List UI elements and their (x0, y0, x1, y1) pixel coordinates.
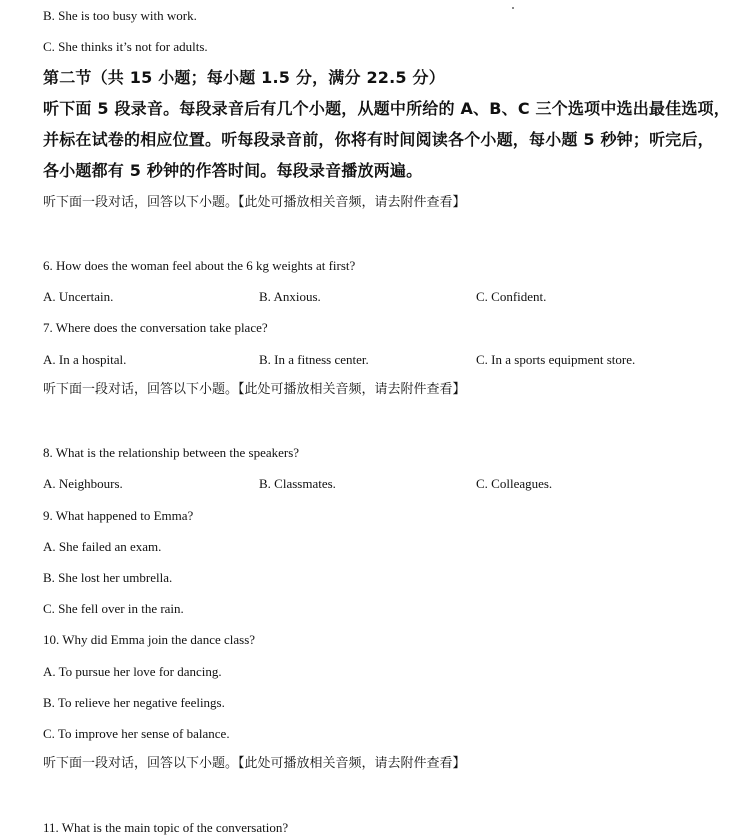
option-b: B. In a fitness center. (259, 352, 369, 367)
section-directions-line-1: 听下面 5 段录音。每段录音后有几个小题，从题中所给的 A、B、C 三个选项中选出最佳选项， (43, 99, 730, 118)
option-c: C. Colleagues. (476, 476, 553, 491)
option-c: C. To improve her sense of balance. (43, 726, 230, 741)
question-stem: 6. How does the woman feel about the 6 kg weights at first? (43, 258, 356, 273)
option-b: B. Anxious. (259, 289, 321, 304)
previous-question-option-b: B. She is too busy with work. (43, 8, 197, 23)
previous-question-option-c: C. She thinks it’s not for adults. (43, 39, 208, 54)
audio-note: 听下面一段对话，回答以下小题。【此处可播放相关音频，请去附件查看】 (43, 195, 466, 210)
audio-note: 听下面一段对话，回答以下小题。【此处可播放相关音频，请去附件查看】 (43, 756, 466, 771)
question-stem: 9. What happened to Emma? (43, 508, 194, 523)
option-a: A. To pursue her love for dancing. (43, 664, 222, 679)
option-a: A. Neighbours. (43, 476, 123, 491)
option-a: A. She failed an exam. (43, 539, 162, 554)
option-a: A. Uncertain. (43, 289, 114, 304)
option-b: B. Classmates. (259, 476, 336, 491)
option-c: C. Confident. (476, 289, 547, 304)
section-title: 第二节（共 15 小题；每小题 1.5 分，满分 22.5 分） (43, 68, 445, 87)
option-a: A. In a hospital. (43, 352, 127, 367)
question-stem: 8. What is the relationship between the speakers? (43, 445, 300, 460)
audio-note: 听下面一段对话，回答以下小题。【此处可播放相关音频，请去附件查看】 (43, 382, 466, 397)
stray-dot (512, 7, 514, 9)
option-b: B. She lost her umbrella. (43, 570, 173, 585)
section-directions-line-3: 各小题都有 5 秒钟的作答时间。每段录音播放两遍。 (43, 161, 423, 180)
question-stem: 7. Where does the conversation take place? (43, 320, 268, 335)
option-c: C. She fell over in the rain. (43, 601, 184, 616)
question-stem: 10. Why did Emma join the dance class? (43, 632, 256, 647)
section-directions-line-2: 并标在试卷的相应位置。听每段录音前，你将有时间阅读各个小题，每小题 5 秒钟；听完后， (43, 130, 714, 149)
option-c: C. In a sports equipment store. (476, 352, 636, 367)
question-stem: 11. What is the main topic of the conversation? (43, 820, 289, 835)
option-b: B. To relieve her negative feelings. (43, 695, 225, 710)
